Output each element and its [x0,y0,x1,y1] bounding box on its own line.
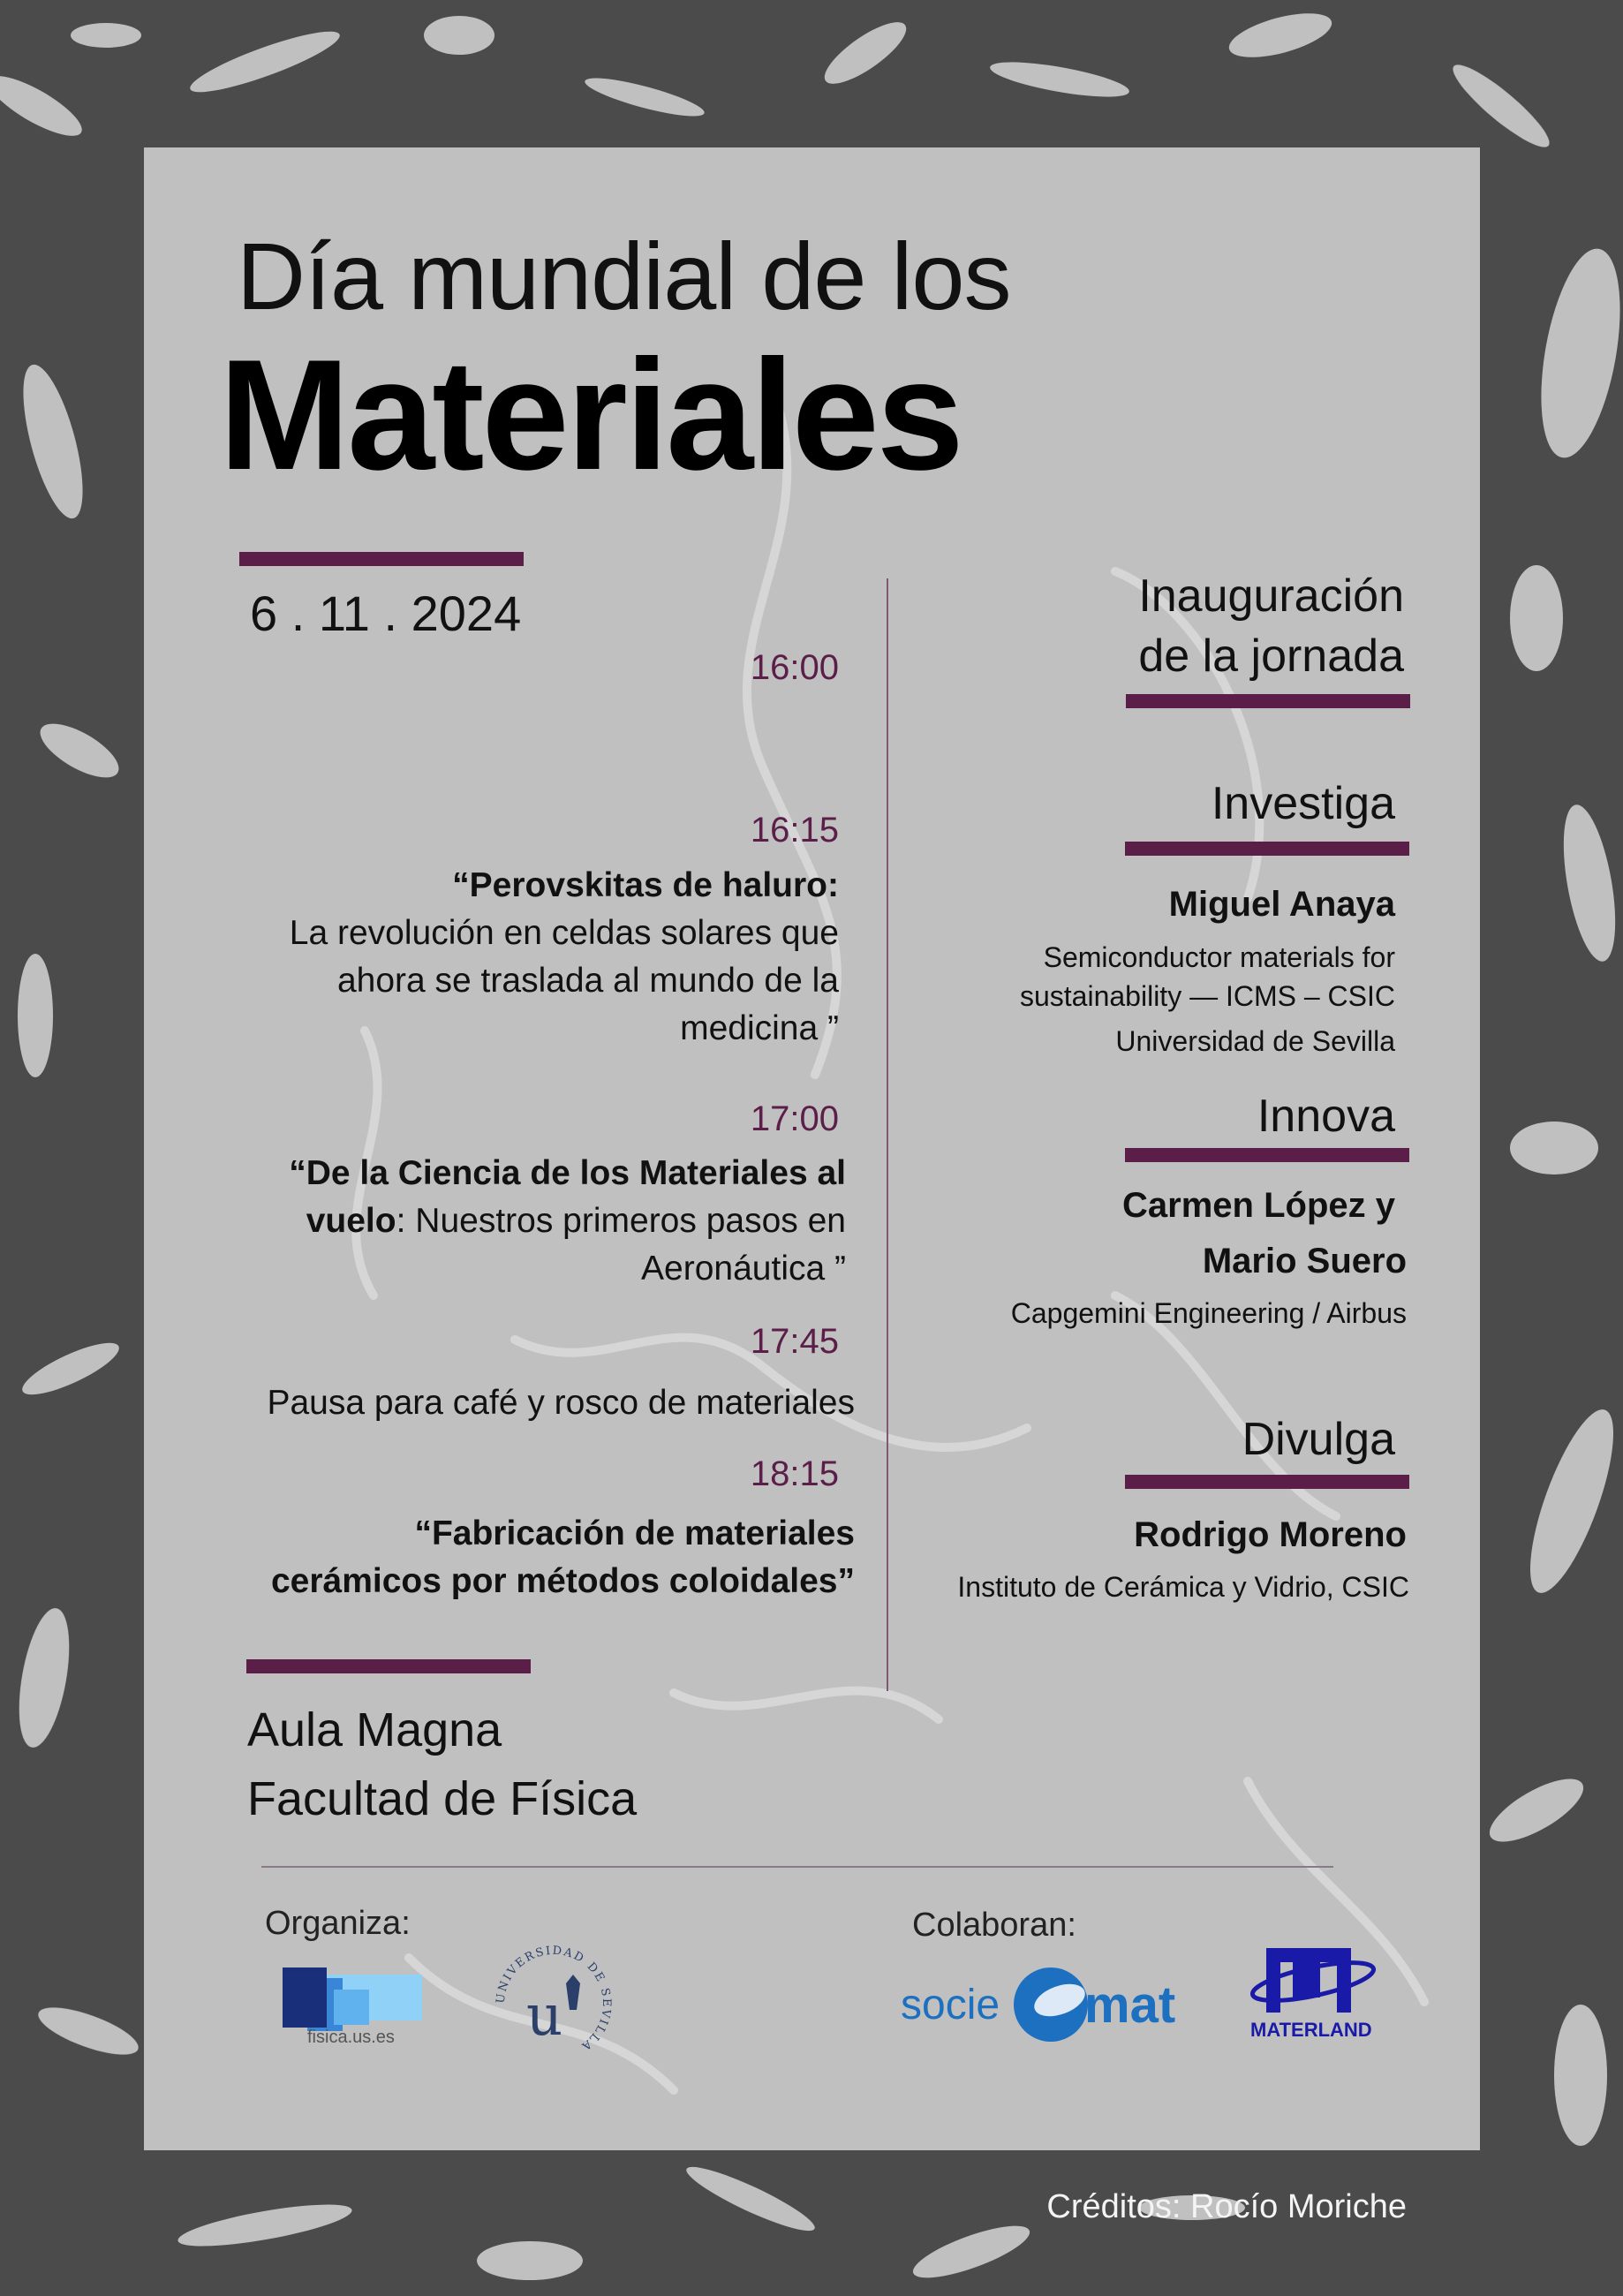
materland-logo [1247,1937,1379,2043]
investiga-affiliation-2: sustainability — ICMS – CSIC [1019,980,1395,1012]
talk-perovskitas-title: “Perovskitas de haluro: [452,866,839,904]
event-date: 6 . 11 . 2024 [250,585,522,641]
time-16-15: 16:15 [750,811,839,850]
time-17-00: 17:00 [750,1099,839,1138]
sociemat-text-left: socie [901,1982,1000,2028]
time-17-45: 17:45 [750,1322,839,1361]
sociemat-globe-icon [1011,1965,1091,2044]
talk-ceramicos-title: “Fabricación de materiales cerámicos por métodos coloidales” [270,1514,855,1600]
section-investiga: Investiga [1211,778,1395,829]
inauguration-line-2: de la jornada [1138,631,1404,682]
speaker-rodrigo-moreno: Rodrigo Moreno [1134,1515,1407,1554]
talk-perovskitas [203,862,839,1053]
inauguration-line-1: Inauguración [1138,570,1404,622]
speaker-miguel-anaya: Miguel Anaya [1168,885,1395,924]
inauguration-accent-bar [1126,694,1410,708]
footer-divider [261,1866,1333,1868]
investiga-affiliation-3: Universidad de Sevilla [1115,1025,1395,1057]
materland-text: MATERLAND [1250,2019,1372,2041]
sociemat-text-right: mat [1084,1976,1176,2034]
speaker-mario-suero: Mario Suero [1202,1242,1407,1280]
organiza-label: Organiza: [265,1905,411,1942]
venue [247,1696,637,1833]
venue-faculty: Facultad de Física [247,1772,638,1825]
time-18-15: 18:15 [750,1454,839,1493]
credits: Créditos: Rocío Moriche [1046,2188,1407,2225]
svg-text:u: u [526,1983,563,2049]
investiga-affiliation-1: Semiconductor materials for [1043,941,1395,973]
talk-ceramicos [219,1510,855,1605]
venue-accent-bar [246,1659,531,1673]
fisica-logo-text: fisica.us.es [307,2028,395,2047]
talk-perovskitas-subtitle: La revolución en celdas solares que ahora se traslada al mundo de la medicina ” [289,914,839,1047]
venue-room: Aula Magna [247,1703,502,1756]
materland-logo-mark [1247,1937,1379,2021]
fisica-logo [281,1967,431,2047]
svg-text:UNIVERSIDAD DE SEVILLA: UNIVERSIDAD DE SEVILLA [494,1944,614,2054]
investiga-accent-bar [1125,842,1409,856]
us-seal-mark [491,1941,616,2066]
column-divider [887,578,888,1691]
title-line-1: Día mundial de los [237,223,1011,329]
coffee-break: Pausa para café y rosco de materiales [267,1384,855,1422]
sociemat-logo [901,1965,1196,2049]
talk-aeronautica-title: “De la Ciencia de los Materiales al vuelo [289,1154,846,1240]
speaker-carmen-lopez: Carmen López y [1122,1186,1395,1225]
innova-accent-bar [1125,1148,1409,1162]
colaboran-label: Colaboran: [912,1907,1076,1944]
divulga-affiliation-1: Instituto de Cerámica y Vidrio, CSIC [957,1571,1409,1603]
date-accent-bar [239,552,524,566]
section-divulga: Divulga [1242,1414,1395,1465]
divulga-accent-bar [1125,1475,1409,1489]
time-16-00: 16:00 [750,648,839,687]
talk-aeronautica-subtitle: : Nuestros primeros pasos en Aeronáutica ” [396,1202,846,1288]
talk-aeronautica [228,1150,846,1293]
innova-affiliation-1: Capgemini Engineering / Airbus [1010,1297,1407,1329]
title-line-2: Materiales [219,327,962,502]
section-innova: Innova [1257,1091,1395,1142]
us-seal [491,1941,616,2066]
